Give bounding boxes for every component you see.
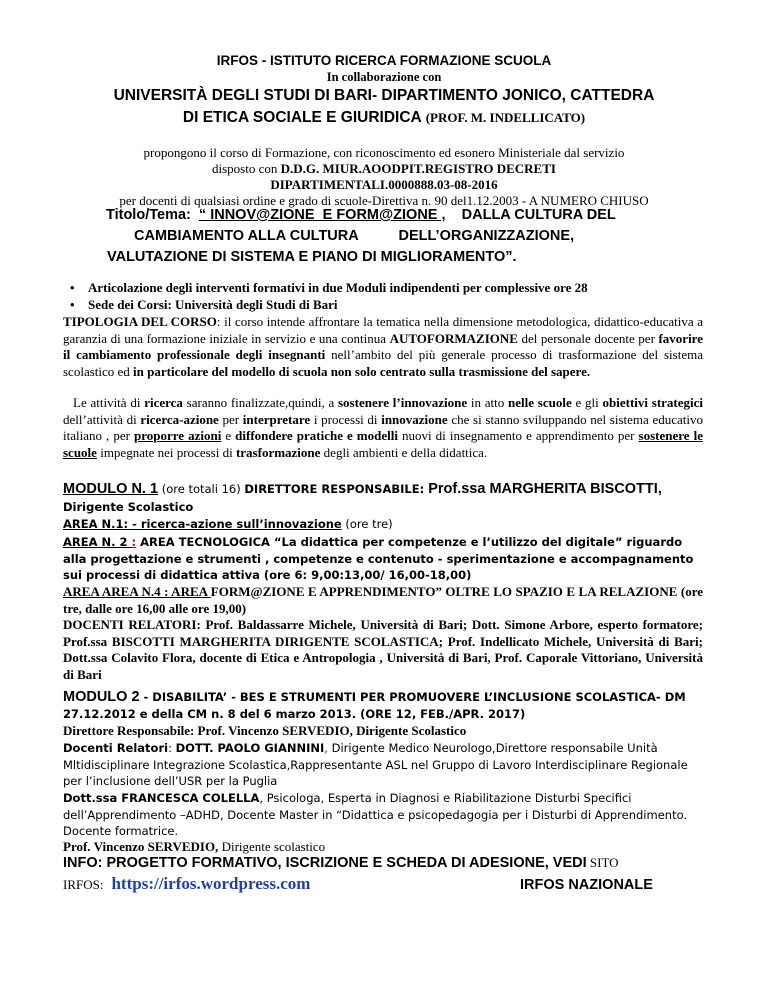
- tipologia-text: nell’ambito del più generale processo di trasformazione del sistema scolastico ed: [63, 347, 703, 379]
- intro-line-1: propongono il corso di Formazione, con riconoscimento ed esonero Ministeriale dal servizio: [143, 145, 625, 160]
- modulo1-dir-name: Prof.ssa MARGHERITA BISCOTTI: [428, 481, 658, 497]
- bullet-text: Sede dei Corsi: Università degli Studi di Bari: [88, 297, 338, 312]
- org-title: IRFOS - ISTITUTO RICERCA FORMAZIONE SCUOLA: [216, 53, 552, 68]
- area1-label: AREA N.1: -: [63, 517, 141, 531]
- intro-line-2-pre: disposto con: [212, 161, 281, 176]
- modulo1-area4: [63, 584, 703, 617]
- attivita-text: nuovi di insegnamento e apprendimento per: [397, 428, 639, 444]
- titolo-3-end: ”.: [505, 249, 517, 265]
- area1-hours: (ore tre): [341, 517, 393, 531]
- area1-title: ricerca-azione sull’innovazione: [140, 517, 342, 531]
- modulo2-heading: [63, 688, 703, 706]
- attivita-text: che si stanno sviluppando nel sistema educativo italiano , per: [63, 411, 703, 444]
- attivita-bold: innovazione: [381, 411, 448, 427]
- modulo1-comma: ,: [657, 481, 662, 497]
- titolo-line-1: [106, 207, 616, 223]
- attivita-bold: ricerca-azione: [140, 411, 219, 427]
- attivita-bold: sostenere l’innovazione: [338, 395, 468, 410]
- univ-prof: (PROF. M. INDELLICATO): [425, 110, 586, 125]
- info-sito: SITO: [586, 855, 619, 870]
- modulo1-dir-label: DIRETTORE RESPONSABILE:: [244, 482, 429, 496]
- modulo2-title: MODULO 2: [63, 689, 140, 705]
- modulo2-desc-2: 27.12.2012 e della CM n. 8 del 6 marzo 2013. (ORE 12, FEB./APR. 2017): [63, 707, 526, 721]
- relatore-name: DOTT. PAOLO GIANNINI: [175, 741, 325, 755]
- modulo1-area2: [63, 534, 703, 584]
- tipologia-bold: AUTOFORMAZIONE: [389, 330, 518, 346]
- attivita-bold: ricerca: [144, 395, 183, 410]
- area4-label: AREA AREA N.4 : AREA: [63, 584, 211, 599]
- area4-desc: FORM@ZIONE E APPRENDIMENTO” OLTRE LO SPAZIO E LA RELAZIONE (ore tre, dalle ore 16,00 alle ore 19,00): [63, 584, 703, 616]
- titolo-1b: DALLA CULTURA DEL: [461, 207, 616, 223]
- titolo-1a: “ INNOV@ZIONE E FORM@ZIONE ,: [198, 207, 446, 223]
- relatore-name: Dott.ssa FRANCESCA COLELLA: [63, 791, 260, 805]
- modulo1-dir-role: Dirigente Scolastico: [63, 500, 194, 514]
- collab-line: In collaborazione con: [326, 70, 442, 84]
- tipologia-bold: favorire il cambiamento professionale degli insegnanti: [63, 330, 703, 363]
- tipologia-text: del personale docente per: [517, 330, 659, 346]
- bullet-dot-icon: •: [70, 297, 75, 312]
- bullet-item: [70, 280, 588, 296]
- attivita-text: i processi di: [310, 411, 382, 427]
- relatore-desc: , Psicologa, Esperta in Diagnosi e Riabilitazione Disturbi Specifici dell’Apprendimento –ADHD, Docente Master in “Didattica e psicopedagogia per i Disturbi di Apprendimento. Docente formatrice.: [63, 791, 688, 839]
- tipologia-label: TIPOLOGIA DEL CORSO: [63, 314, 217, 329]
- titolo-label: Titolo/Tema:: [106, 207, 191, 223]
- attivita-text: in atto: [467, 395, 509, 410]
- attivita-text: Le attività di: [73, 395, 145, 410]
- relatore-comma: ,: [324, 741, 328, 755]
- info-text: INFO: PROGETTO FORMATIVO, ISCRIZIONE E SCHEDA DI ADESIONE, VEDI: [63, 855, 587, 871]
- attivita-text: saranno finalizzate,quindi, a: [182, 395, 338, 410]
- attivita-bold: nelle scuole: [508, 395, 572, 410]
- bullet-text: Articolazione degli interventi formativi in due Moduli indipendenti per complessive ore 28: [88, 280, 588, 295]
- attivita-text: impegnate nei processi di: [96, 444, 236, 460]
- area2-label: AREA N. 2: [63, 535, 132, 549]
- decree-ref-2: DIPARTIMENTALI.0000888.03-08-2016: [270, 177, 498, 192]
- attivita-bold: sostenere le scuole: [63, 428, 703, 460]
- area2-tech: AREA TECNOLOGICA: [136, 535, 274, 549]
- relatori-label: Docenti Relatori: [63, 741, 169, 755]
- modulo2-direttore: Direttore Responsabile: Prof. Vincenzo SERVEDIO, Dirigente Scolastico: [63, 723, 467, 738]
- titolo-2a: CAMBIAMENTO ALLA CULTURA: [134, 228, 359, 244]
- bullet-item: [70, 297, 338, 313]
- attivita-text: dell’attività di: [63, 411, 141, 427]
- irfos-label: IRFOS:: [63, 877, 104, 892]
- tipologia-bold: in particolare del modello di scuola non solo centrato sulla trasmissione del sapere.: [133, 363, 591, 379]
- univ-dept: DI ETICA SOCIALE E GIURIDICA: [182, 109, 422, 126]
- modulo1-title: MODULO N. 1: [63, 481, 159, 497]
- intro-line-2: [0, 161, 768, 177]
- modulo2-relatore-1: [63, 740, 703, 790]
- bullet-dot-icon: •: [70, 280, 75, 295]
- irfos-link[interactable]: https://irfos.wordpress.com: [111, 874, 311, 893]
- univ-line-2: [0, 109, 768, 127]
- relatori-colon: :: [168, 741, 176, 755]
- attivita-bold: diffondere pratiche e modelli: [235, 428, 398, 444]
- tipologia-paragraph: [63, 314, 703, 380]
- attivita-text: e: [221, 428, 236, 444]
- attivita-text: per: [218, 411, 243, 427]
- attivita-bold: trasformazione: [235, 444, 321, 460]
- intro-line-4: per docenti di qualsiasi ordine e grado di scuole-Direttiva n. 90 del1.12.2003 - A NUMERO CHIUSO: [119, 193, 649, 208]
- irfos-nazionale: IRFOS NAZIONALE: [520, 877, 653, 893]
- relatore-name: Prof. Vincenzo SERVEDIO,: [63, 839, 219, 854]
- modulo1-heading: [63, 480, 703, 498]
- titolo-3: VALUTAZIONE DI SISTEMA E PIANO DI MIGLIORAMENTO: [107, 249, 506, 265]
- attivita-text: e gli: [571, 395, 603, 410]
- area2-desc: “La didattica per competenze e l’utilizzo del digitale” riguardo alla progettazione e strumenti , competenze e contenuto - sperimentazione e accompagnamento sui processi di didattica attiva (ore 6: 9,00:13,00/ 16,00-18,00): [63, 535, 694, 583]
- modulo1-ore: (ore totali 16): [158, 482, 245, 496]
- attivita-bold: obiettivi strategici: [602, 395, 704, 410]
- tipologia-text: : il corso intende affrontare la tematica nella dimensione metodologica, didattico-educativa a garanzia di una formazione iniziale in servizio e una continua: [63, 314, 704, 346]
- univ-line-1: UNIVERSITÀ DEGLI STUDI DI BARI- DIPARTIMENTO JONICO, CATTEDRA: [113, 87, 655, 104]
- titolo-2b: DELL’ORGANIZZAZIONE,: [398, 228, 575, 244]
- info-line-2: [63, 874, 703, 894]
- modulo2-relatore-3: [63, 839, 703, 855]
- modulo1-relatori: DOCENTI RELATORI: Prof. Baldassarre Michele, Università di Bari; Dott. Simone Arbore, esperto formatore; Prof.ssa BISCOTTI MARGHERITA DIRIGENTE SCOLASTICA; Prof. Indellicato Michele, Università di Bari; Dott.ssa Colavito Flora, docente di Etica e Antropologia , Università di Bari, Prof. Caporale Vittoriano, Università di Bari: [63, 617, 703, 682]
- decree-ref: D.D.G. MIUR.AOODPIT.REGISTRO DECRETI: [280, 161, 556, 176]
- attivita-paragraph: [63, 395, 703, 461]
- titolo-line-3: [107, 249, 517, 265]
- modulo2-desc: - DISABILITA’ - BES E STRUMENTI PER PROMUOVERE L’INCLUSIONE SCOLASTICA- DM: [139, 690, 686, 704]
- info-line: [63, 854, 703, 872]
- titolo-line-2: [134, 228, 574, 244]
- relatore-desc: Dirigente scolastico: [218, 839, 326, 854]
- attivita-text: degli ambienti e della didattica.: [320, 444, 488, 460]
- area2-colon: :: [131, 535, 137, 549]
- relatore-desc: Dirigente Medico Neurologo,Direttore responsabile Unità Mltidisciplinare Integrazione Scolastica,Rappresentante ASL nel Gruppo di Lavoro Interdisciplinare Regionale per l’inclusione dell’USR per la Puglia: [63, 741, 688, 789]
- attivita-bold: proporre azioni: [133, 428, 222, 444]
- modulo2-relatore-2: [63, 790, 703, 840]
- attivita-bold: interpretare: [242, 411, 311, 427]
- modulo1-area1: [63, 517, 703, 531]
